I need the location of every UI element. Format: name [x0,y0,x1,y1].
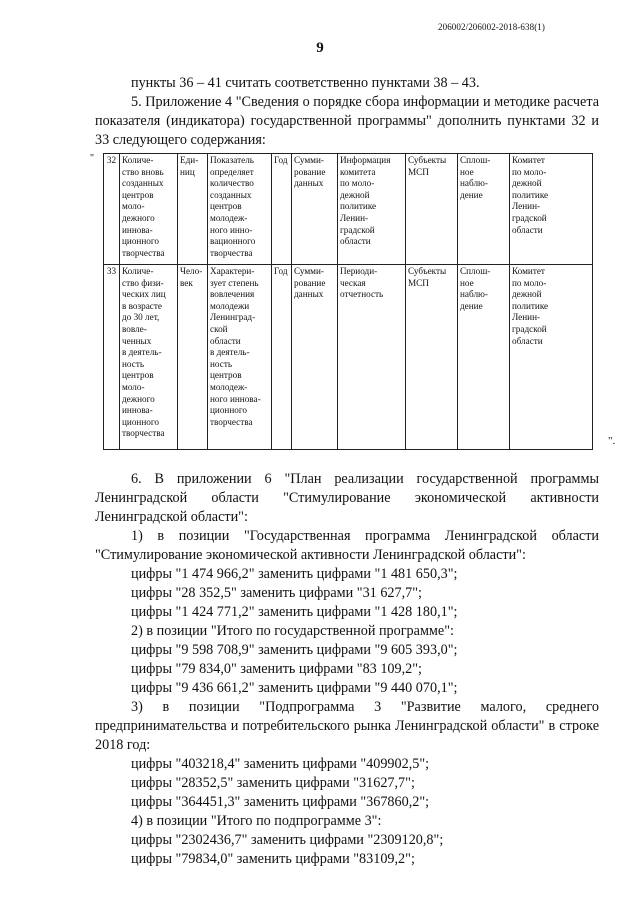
replacement-line: цифры "364451,3" заменить цифрами "367860,2"; [131,794,430,810]
paragraph-6: 6. В приложении 6 "План реализации государственной программы Ленинградской области "Стимулирование экономической активности Ленинградской области": [95,471,599,525]
paragraph-6-item-1: 1) в позиции "Государственная программа Ленинградской области "Стимулирование экономической активности Ленинградской области": [95,528,599,563]
cell-method: Сумми- рование данных [292,265,338,450]
cell-coverage: Сплош- ное наблю- дение [458,265,510,450]
cell-source: Информация комитета по моло- дежной политике Ленин- градской области [338,154,406,265]
replacement-line: цифры "79 834,0" заменить цифрами "83 109,2"; [131,661,422,677]
replacement-line: цифры "79834,0" заменить цифрами "83109,2"; [131,851,415,867]
replacement-line: цифры "9 598 708,9" заменить цифрами "9 605 393,0"; [131,642,458,658]
replacement-line: цифры "28 352,5" заменить цифрами "31 627,7"; [131,585,422,601]
cell-unit: Чело- век [178,265,208,450]
cell-indicator-name: Количе- ство физи- ческих лиц в возрасте до 30 лет, вовле- ченных в деятель- ность центров моло- дежного иннова- ционного творчества [120,265,178,450]
item-heading: 4) в позиции "Итого по подпрограмме 3": [131,813,382,829]
replacement-line: цифры "9 436 661,2" заменить цифрами "9 440 070,1"; [131,680,458,696]
open-quote: " [90,153,95,164]
item-heading: 2) в позиции "Итого по государственной программе": [131,623,454,639]
close-quote: ". [608,435,616,447]
cell-period: Год [272,265,292,450]
cell-source: Периоди- ческая отчетность [338,265,406,450]
table-row [104,265,593,450]
replacement-line: цифры "1 474 966,2" заменить цифрами "1 481 650,3"; [131,566,458,582]
cell-subjects: Субъекты МСП [406,265,458,450]
paragraph-items-renumber: пункты 36 – 41 считать соответственно пунктами 38 – 43. [131,75,480,91]
replacement-line: цифры "403218,4" заменить цифрами "409902,5"; [131,756,430,772]
cell-description: Характери- зует степень вовлечения молодежи Ленинград- ской области в деятель- ность центров молодеж- ного иннова- ционного творчества [208,265,272,450]
cell-responsible: Комитет по моло- дежной политике Ленин- градской области [510,265,593,450]
cell-indicator-name: Количе- ство вновь созданных центров моло- дежного иннова- ционного творчества [120,154,178,265]
cell-number: 32 [104,154,120,265]
cell-method: Сумми- рование данных [292,154,338,265]
cell-unit: Еди- ниц [178,154,208,265]
indicator-table [103,153,593,450]
replacement-line: цифры "2302436,7" заменить цифрами "2309120,8"; [131,832,444,848]
cell-period: Год [272,154,292,265]
table-row [104,154,593,265]
replacement-line: цифры "1 424 771,2" заменить цифрами "1 428 180,1"; [131,604,458,620]
paragraph-6-item-3: 3) в позиции "Подпрограмма 3 "Развитие малого, среднего предпринимательства и потребительского рынка Ленинградской области" в строке 2018 год: [95,699,599,753]
page-number: 9 [316,40,324,56]
cell-responsible: Комитет по моло- дежной политике Ленин- градской области [510,154,593,265]
document-id: 206002/206002-2018-638(1) [438,22,545,32]
paragraph-5: 5. Приложение 4 "Сведения о порядке сбора информации и методике расчета показателя (индикатора) государственной программы" дополнить пунктами 32 и 33 следующего содержания: [95,94,599,148]
replacement-line: цифры "28352,5" заменить цифрами "31627,7"; [131,775,415,791]
cell-coverage: Сплош- ное наблю- дение [458,154,510,265]
cell-subjects: Субъекты МСП [406,154,458,265]
cell-number: 33 [104,265,120,450]
cell-description: Показатель определяет количество созданных центров молодеж- ного инно- вационного творчества [208,154,272,265]
